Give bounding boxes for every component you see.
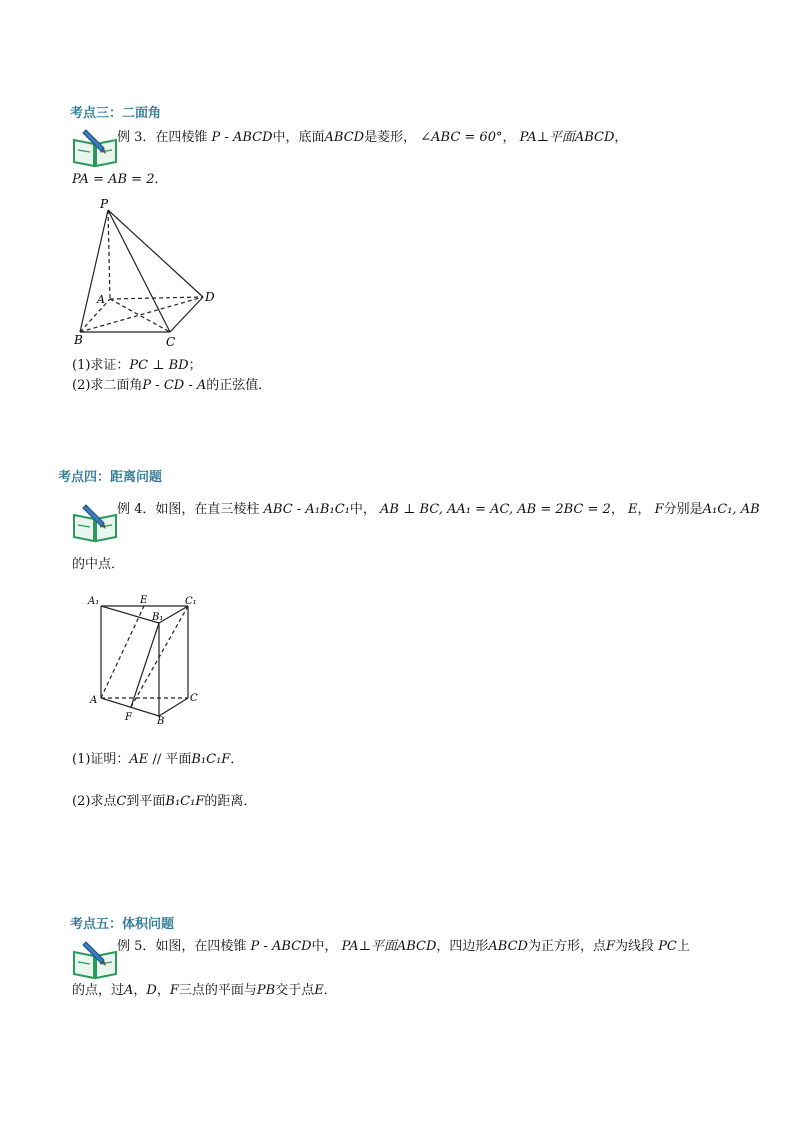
example3-line2: PA = AB = 2． xyxy=(72,172,168,187)
label-B: B xyxy=(157,716,165,725)
label-D: D xyxy=(205,290,215,304)
pyramid-figure xyxy=(70,196,230,355)
q3-1: (1)求证：PC ⊥ BD； xyxy=(72,358,202,373)
q4-1: (1)证明：AE // 平面B₁C₁F． xyxy=(72,752,244,767)
section5-heading: 考点五：体积问题 xyxy=(70,917,175,932)
q4-2: (2)求点C到平面B₁C₁F的距离． xyxy=(72,794,257,809)
label-B: B xyxy=(74,333,83,347)
q3-2: (2)求二面角P - CD - A的正弦值． xyxy=(72,378,272,393)
label-A: A xyxy=(97,293,105,306)
label-B1: B₁ xyxy=(152,612,164,623)
example4-line1: 例 4．如图，在直三棱柱 ABC - A₁B₁C₁中， AB ⊥ BC, AA₁ = AC, AB = 2BC = 2， E， F分别是A₁C₁, AB xyxy=(117,502,760,517)
book-pen-icon xyxy=(72,128,118,172)
section3-heading: 考点三：二面角 xyxy=(70,106,162,121)
label-F: F xyxy=(125,712,132,723)
example5-line2: 的点，过A，D，F三点的平面与PB交于点E． xyxy=(72,983,337,998)
label-P: P xyxy=(100,197,109,211)
book-pen-icon xyxy=(72,503,118,547)
label-C: C xyxy=(166,335,176,349)
section4-heading: 考点四：距离问题 xyxy=(58,470,163,485)
book-pen-icon xyxy=(72,940,118,984)
label-A1: A₁ xyxy=(88,596,100,607)
example3-line1: 例 3．在四棱锥 P - ABCD中，底面ABCD是菱形， ∠ABC = 60°， PA⊥平面ABCD， xyxy=(117,130,628,145)
label-C1: C₁ xyxy=(185,596,197,607)
example5-line1: 例 5．如图，在四棱锥 P - ABCD中， PA⊥平面ABCD，四边形ABCD为正方形，点F为线段 PC上 xyxy=(117,939,690,954)
label-C: C xyxy=(190,693,198,704)
example4-line2: 的中点． xyxy=(72,557,125,572)
prism-figure xyxy=(85,590,215,729)
label-A: A xyxy=(90,695,98,706)
label-E: E xyxy=(140,595,148,606)
